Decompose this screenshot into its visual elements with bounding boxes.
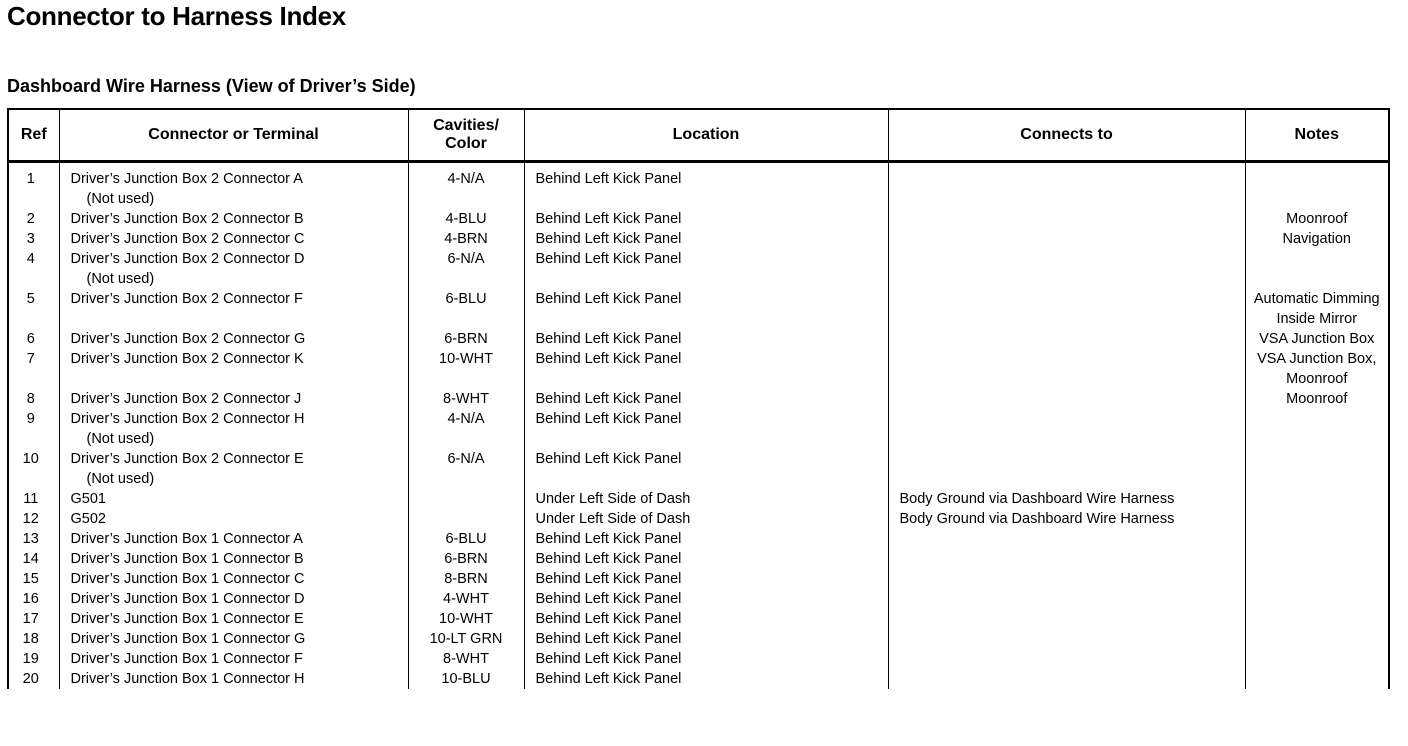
connector-name: Driver’s Junction Box 1 Connector A	[70, 531, 303, 547]
connector-note: (Not used)	[86, 431, 155, 447]
cell-connector	[59, 509, 408, 529]
cell-connects-to: Body Ground via Dashboard Wire Harness	[888, 489, 1245, 509]
cell-connector	[59, 349, 408, 389]
cell-cavities: 10-BLU	[408, 669, 524, 689]
cell-connector	[59, 449, 408, 489]
header-connects-to: Connects to	[888, 110, 1245, 162]
cell-connects-to	[888, 329, 1245, 349]
table-row	[9, 209, 1388, 229]
table-row	[9, 609, 1388, 629]
cell-connects-to	[888, 529, 1245, 549]
cell-cavities: 4-BLU	[408, 209, 524, 229]
connector-note: (Not used)	[86, 471, 155, 487]
header-notes: Notes	[1245, 110, 1388, 162]
cell-notes: VSA Junction Box	[1259, 331, 1375, 347]
cell-location: Behind Left Kick Panel	[524, 609, 888, 629]
connector-note: (Not used)	[86, 191, 155, 207]
page-title: Connector to Harness Index	[7, 1, 346, 31]
connector-name: Driver’s Junction Box 1 Connector H	[70, 671, 305, 687]
cell-connector	[59, 629, 408, 649]
connector-name: Driver’s Junction Box 2 Connector E	[70, 451, 304, 467]
cell-ref: 10	[9, 449, 59, 489]
cell-connects-to	[888, 162, 1245, 210]
connector-name: Driver’s Junction Box 1 Connector G	[70, 631, 306, 647]
cell-connects-to	[888, 349, 1245, 389]
cell-location: Behind Left Kick Panel	[524, 529, 888, 549]
cell-cavities: 8-BRN	[408, 569, 524, 589]
cell-connects-to	[888, 249, 1245, 289]
cell-connector	[59, 289, 408, 329]
cell-connects-to	[888, 569, 1245, 589]
cell-location: Behind Left Kick Panel	[524, 389, 888, 409]
cell-ref: 11	[9, 489, 59, 509]
cell-ref: 1	[9, 162, 59, 210]
cell-ref: 12	[9, 509, 59, 529]
section-title: Dashboard Wire Harness (View of Driver’s Side)	[7, 76, 416, 96]
cell-cavities	[408, 489, 524, 509]
cell-notes: Automatic Dimming Inside Mirror	[1253, 291, 1380, 327]
cell-notes	[1245, 649, 1388, 669]
cell-cavities: 10-WHT	[408, 609, 524, 629]
table-row	[9, 229, 1388, 249]
cell-notes	[1245, 589, 1388, 609]
cell-connector	[59, 669, 408, 689]
table-row	[9, 409, 1388, 449]
cell-notes: Moonroof	[1286, 211, 1348, 227]
cell-ref: 9	[9, 409, 59, 449]
header-location: Location	[524, 110, 888, 162]
table-row	[9, 289, 1388, 329]
cell-notes	[1245, 629, 1388, 649]
cell-connects-to: Body Ground via Dashboard Wire Harness	[888, 509, 1245, 529]
table-row	[9, 589, 1388, 609]
cell-ref: 6	[9, 329, 59, 349]
cell-cavities: 6-BLU	[408, 289, 524, 329]
cell-connector	[59, 249, 408, 289]
cell-connects-to	[888, 229, 1245, 249]
cell-notes	[1245, 549, 1388, 569]
connector-name: Driver’s Junction Box 2 Connector K	[70, 351, 304, 367]
cell-connector	[59, 409, 408, 449]
header-cavities-line2: Color	[445, 135, 487, 152]
cell-location: Behind Left Kick Panel	[524, 409, 888, 449]
cell-connector	[59, 162, 408, 210]
cell-connector	[59, 549, 408, 569]
cell-cavities: 4-BRN	[408, 229, 524, 249]
cell-connector	[59, 329, 408, 349]
cell-location: Behind Left Kick Panel	[524, 549, 888, 569]
connector-name: G501	[70, 491, 106, 507]
cell-notes	[1245, 569, 1388, 589]
cell-ref: 14	[9, 549, 59, 569]
cell-cavities: 6-N/A	[408, 249, 524, 289]
cell-notes	[1245, 529, 1388, 549]
cell-notes	[1245, 509, 1388, 529]
cell-notes	[1245, 669, 1388, 689]
table-row	[9, 669, 1388, 689]
cell-notes: Navigation	[1282, 231, 1351, 247]
connector-name: Driver’s Junction Box 2 Connector F	[70, 291, 303, 307]
cell-connects-to	[888, 449, 1245, 489]
cell-location: Behind Left Kick Panel	[524, 229, 888, 249]
cell-connector	[59, 609, 408, 629]
cell-notes	[1245, 449, 1388, 489]
cell-notes	[1245, 249, 1388, 289]
table-row	[9, 569, 1388, 589]
connector-name: Driver’s Junction Box 2 Connector A	[70, 171, 303, 187]
cell-cavities: 6-N/A	[408, 449, 524, 489]
cell-ref: 13	[9, 529, 59, 549]
cell-location: Behind Left Kick Panel	[524, 162, 888, 210]
cell-connector	[59, 649, 408, 669]
cell-cavities: 4-N/A	[408, 162, 524, 210]
table-row	[9, 162, 1388, 210]
cell-location: Under Left Side of Dash	[524, 489, 888, 509]
cell-location: Behind Left Kick Panel	[524, 649, 888, 669]
cell-ref: 16	[9, 589, 59, 609]
table-row	[9, 509, 1388, 529]
cell-location: Behind Left Kick Panel	[524, 349, 888, 389]
cell-location: Behind Left Kick Panel	[524, 209, 888, 229]
cell-ref: 8	[9, 389, 59, 409]
cell-connector	[59, 569, 408, 589]
cell-location: Behind Left Kick Panel	[524, 669, 888, 689]
cell-location: Behind Left Kick Panel	[524, 249, 888, 289]
cell-cavities: 6-BLU	[408, 529, 524, 549]
header-cavities	[408, 110, 524, 162]
table-row	[9, 329, 1388, 349]
cell-cavities: 10-WHT	[408, 349, 524, 389]
cell-ref: 18	[9, 629, 59, 649]
connector-name: Driver’s Junction Box 2 Connector C	[70, 231, 305, 247]
cell-location: Behind Left Kick Panel	[524, 449, 888, 489]
table-row	[9, 649, 1388, 669]
cell-connects-to	[888, 609, 1245, 629]
cell-notes	[1245, 162, 1388, 210]
cell-ref: 19	[9, 649, 59, 669]
cell-location: Behind Left Kick Panel	[524, 629, 888, 649]
cell-cavities: 8-WHT	[408, 389, 524, 409]
header-cavities-line1: Cavities/	[433, 117, 499, 134]
cell-connects-to	[888, 389, 1245, 409]
cell-cavities: 4-N/A	[408, 409, 524, 449]
connector-name: Driver’s Junction Box 2 Connector J	[70, 391, 302, 407]
connector-name: Driver’s Junction Box 2 Connector D	[70, 251, 305, 267]
connector-name: Driver’s Junction Box 1 Connector B	[70, 551, 304, 567]
cell-location: Behind Left Kick Panel	[524, 589, 888, 609]
connector-name: Driver’s Junction Box 1 Connector C	[70, 571, 305, 587]
table-header-row	[9, 110, 1388, 162]
cell-connects-to	[888, 589, 1245, 609]
connector-name: Driver’s Junction Box 1 Connector E	[70, 611, 304, 627]
cell-connects-to	[888, 289, 1245, 329]
cell-connects-to	[888, 629, 1245, 649]
cell-connector	[59, 389, 408, 409]
cell-connector	[59, 209, 408, 229]
cell-ref: 7	[9, 349, 59, 389]
cell-notes: VSA Junction Box, Moonroof	[1257, 351, 1377, 387]
cell-notes	[1245, 409, 1388, 449]
cell-ref: 2	[9, 209, 59, 229]
connector-note: (Not used)	[86, 271, 155, 287]
cell-cavities: 4-WHT	[408, 589, 524, 609]
table-row	[9, 529, 1388, 549]
table-row	[9, 629, 1388, 649]
connector-name: Driver’s Junction Box 2 Connector H	[70, 411, 305, 427]
connector-name: Driver’s Junction Box 1 Connector D	[70, 591, 305, 607]
cell-connects-to	[888, 209, 1245, 229]
table-row	[9, 549, 1388, 569]
cell-notes: Moonroof	[1286, 391, 1348, 407]
table-row	[9, 249, 1388, 289]
connector-name: G502	[70, 511, 106, 527]
cell-cavities: 10-LT GRN	[408, 629, 524, 649]
cell-location: Behind Left Kick Panel	[524, 329, 888, 349]
cell-ref: 15	[9, 569, 59, 589]
connector-name: Driver’s Junction Box 2 Connector G	[70, 331, 306, 347]
cell-location: Under Left Side of Dash	[524, 509, 888, 529]
header-connector: Connector or Terminal	[59, 110, 408, 162]
cell-ref: 17	[9, 609, 59, 629]
header-ref: Ref	[9, 110, 59, 162]
cell-ref: 4	[9, 249, 59, 289]
cell-notes	[1245, 609, 1388, 629]
cell-connects-to	[888, 649, 1245, 669]
cell-connects-to	[888, 409, 1245, 449]
harness-index-table	[7, 108, 1390, 689]
cell-connects-to	[888, 549, 1245, 569]
cell-connector	[59, 229, 408, 249]
table-row	[9, 449, 1388, 489]
connector-name: Driver’s Junction Box 1 Connector F	[70, 651, 303, 667]
table-row	[9, 489, 1388, 509]
cell-cavities	[408, 509, 524, 529]
cell-ref: 20	[9, 669, 59, 689]
cell-cavities: 6-BRN	[408, 549, 524, 569]
cell-connector	[59, 589, 408, 609]
cell-cavities: 8-WHT	[408, 649, 524, 669]
cell-location: Behind Left Kick Panel	[524, 289, 888, 329]
connector-name: Driver’s Junction Box 2 Connector B	[70, 211, 304, 227]
cell-ref: 3	[9, 229, 59, 249]
table-row	[9, 389, 1388, 409]
cell-connects-to	[888, 669, 1245, 689]
cell-connector	[59, 489, 408, 509]
cell-ref: 5	[9, 289, 59, 329]
table-row	[9, 349, 1388, 389]
cell-connector	[59, 529, 408, 549]
cell-notes	[1245, 489, 1388, 509]
cell-location: Behind Left Kick Panel	[524, 569, 888, 589]
cell-cavities: 6-BRN	[408, 329, 524, 349]
